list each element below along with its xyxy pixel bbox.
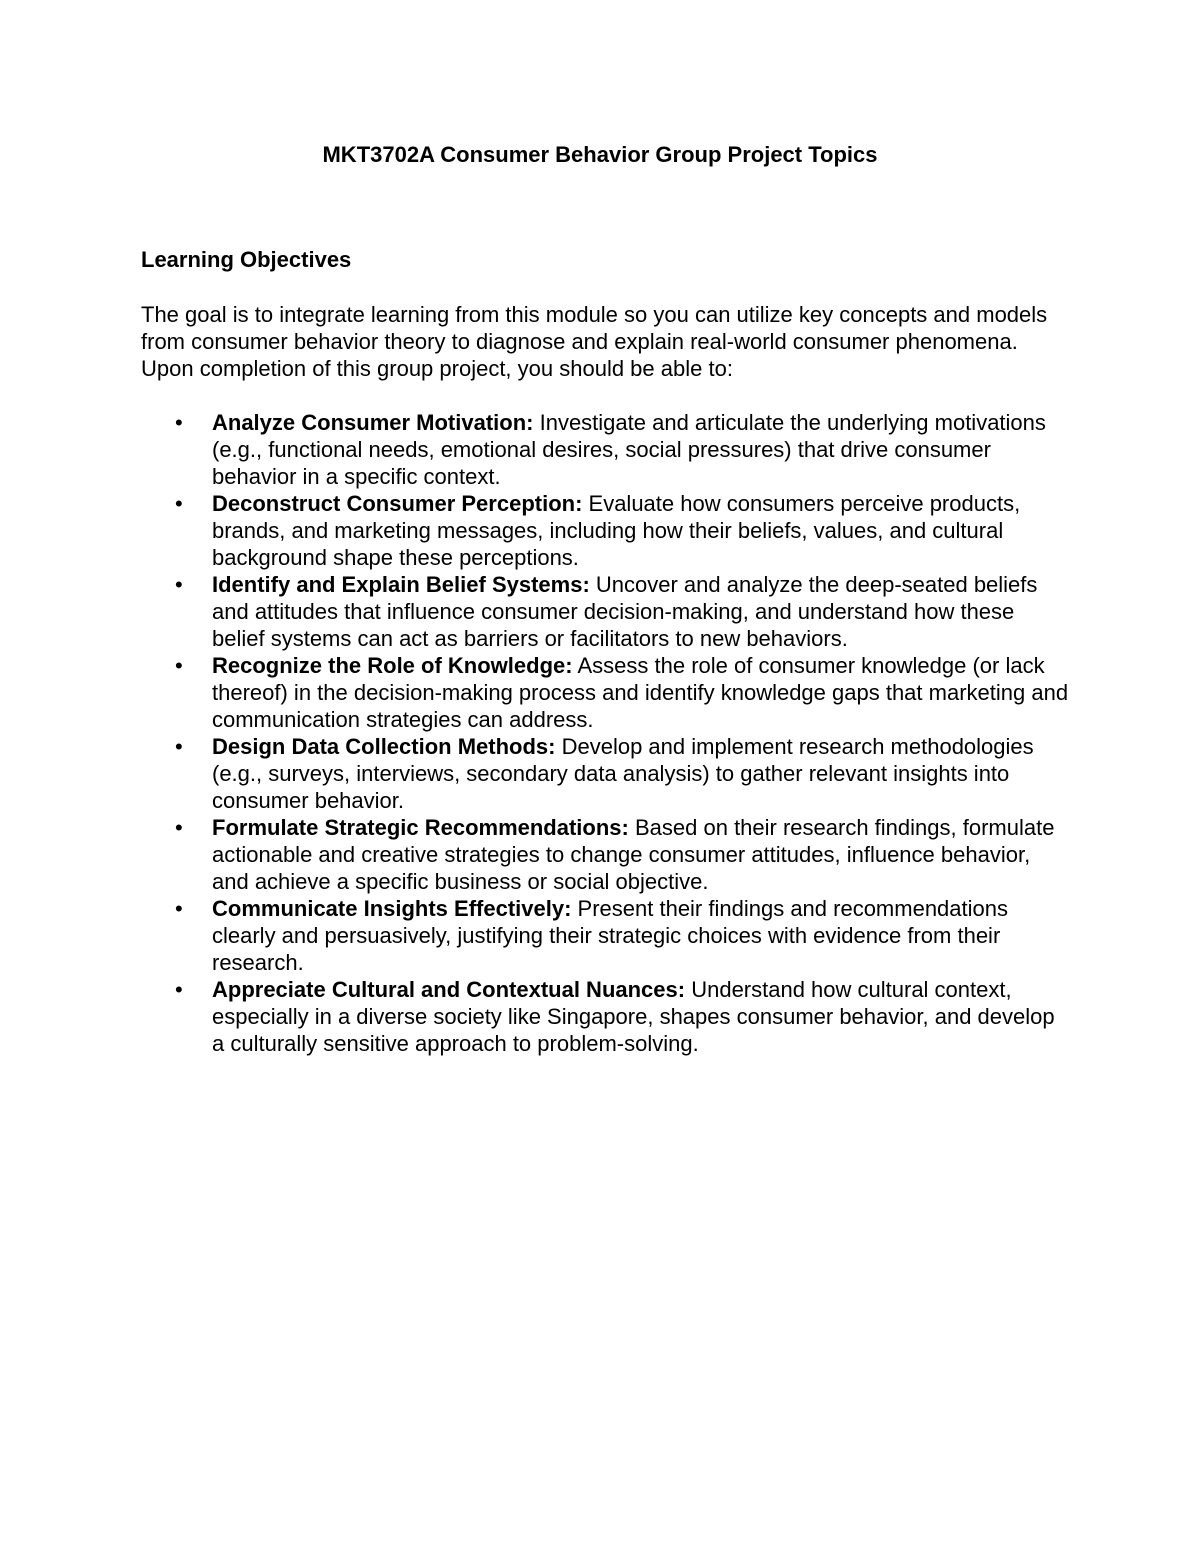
- objective-text: Based on their research findings, formulate actionable and creative strategies to change consumer attitudes, influence behavior, and achieve a specific business or social objective.: [212, 815, 1055, 894]
- list-item: [141, 571, 1071, 652]
- objective-label: Communicate Insights Effectively:: [212, 896, 572, 921]
- bullet-icon: •: [175, 734, 183, 759]
- objective-text: Uncover and analyze the deep-seated beliefs and attitudes that influence consumer decision-making, and understand how these belief systems can act as barriers or facilitators to new behaviors.: [212, 572, 1038, 651]
- list-item: [141, 895, 1071, 976]
- objective-text: Understand how cultural context, especially in a diverse society like Singapore, shapes consumer behavior, and develop a culturally sensitive approach to problem-solving.: [212, 977, 1055, 1056]
- objectives-list: [141, 409, 1071, 1057]
- list-item: [141, 976, 1071, 1057]
- bullet-icon: •: [175, 815, 183, 840]
- bullet-icon: •: [175, 572, 183, 597]
- intro-paragraph: The goal is to integrate learning from this module so you can utilize key concepts and models from consumer behavior theory to diagnose and explain real-world consumer phenomena. Upon completion of this group project, you should be able to:: [141, 302, 1048, 381]
- list-item: [141, 490, 1071, 571]
- objective-text: Evaluate how consumers perceive products, brands, and marketing messages, including how their beliefs, values, and cultural background shape these perceptions.: [212, 491, 1021, 570]
- objective-text: Investigate and articulate the underlying motivations (e.g., functional needs, emotional desires, social pressures) that drive consumer behavior in a specific context.: [212, 410, 1046, 489]
- objective-text: Present their findings and recommendations clearly and persuasively, justifying their strategic choices with evidence from their research.: [212, 896, 1008, 975]
- objective-label: Recognize the Role of Knowledge:: [212, 653, 573, 678]
- objective-label: Identify and Explain Belief Systems:: [212, 572, 590, 597]
- list-item: [141, 409, 1071, 490]
- bullet-icon: •: [175, 653, 183, 678]
- bullet-icon: •: [175, 491, 183, 516]
- bullet-icon: •: [175, 896, 183, 921]
- objective-text: Develop and implement research methodologies (e.g., surveys, interviews, secondary data analysis) to gather relevant insights into consumer behavior.: [212, 734, 1034, 813]
- objective-label: Design Data Collection Methods:: [212, 734, 556, 759]
- objective-label: Analyze Consumer Motivation:: [212, 410, 534, 435]
- bullet-icon: •: [175, 977, 183, 1002]
- bullet-icon: •: [175, 410, 183, 435]
- objective-label: Deconstruct Consumer Perception:: [212, 491, 583, 516]
- document-title: MKT3702A Consumer Behavior Group Project Topics: [322, 142, 878, 167]
- list-item: [141, 814, 1071, 895]
- list-item: [141, 652, 1071, 733]
- section-heading-learning-objectives: Learning Objectives: [141, 247, 352, 272]
- objective-text: Assess the role of consumer knowledge (or lack thereof) in the decision-making process and identify knowledge gaps that marketing and communication strategies can address.: [212, 653, 1069, 732]
- objective-label: Formulate Strategic Recommendations:: [212, 815, 629, 840]
- objective-label: Appreciate Cultural and Contextual Nuances:: [212, 977, 686, 1002]
- list-item: [141, 733, 1071, 814]
